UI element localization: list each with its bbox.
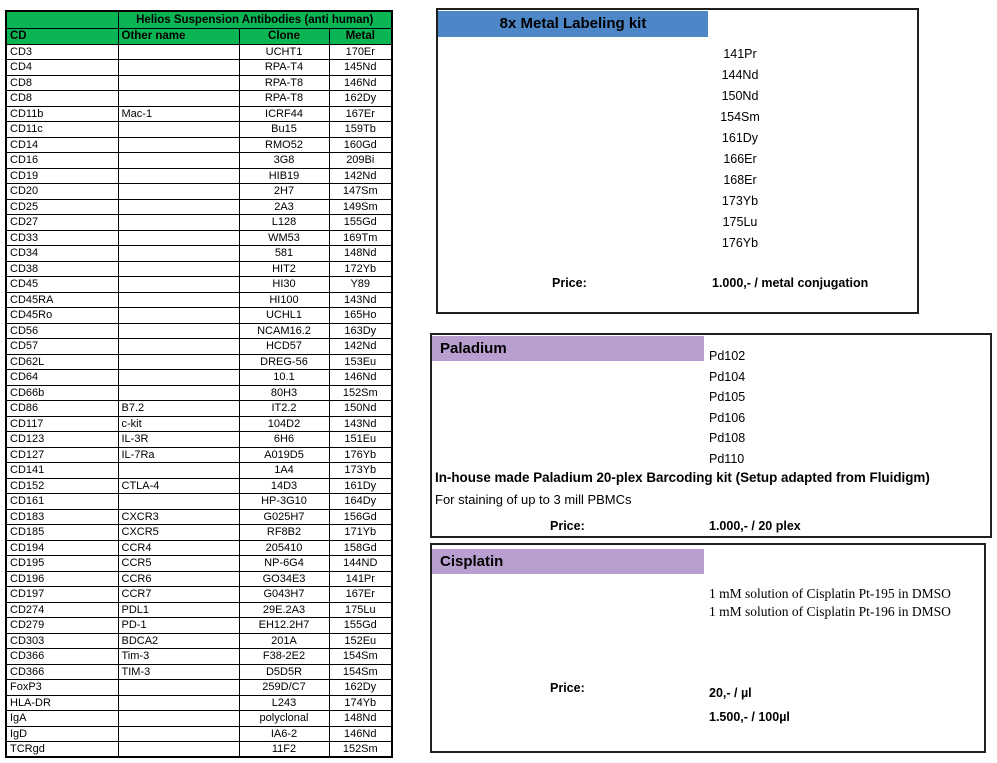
table-row: [6, 60, 392, 76]
other-name-cell: [118, 277, 239, 293]
metal-cell: 148Nd: [329, 711, 392, 727]
table-row: [6, 168, 392, 184]
metal-isotope-item: 150Nd: [721, 89, 759, 103]
paladium-isotope-list: [709, 346, 745, 469]
metal-cell: 146Nd: [329, 726, 392, 742]
cd-cell: CD366: [6, 664, 118, 680]
other-name-cell: CCR6: [118, 571, 239, 587]
metal-isotope-item: 176Yb: [721, 236, 759, 250]
clone-cell: F38-2E2: [239, 649, 329, 665]
table-row: [6, 292, 392, 308]
clone-cell: 259D/C7: [239, 680, 329, 696]
table-row: [6, 540, 392, 556]
metal-kit-price-label: Price:: [552, 276, 587, 290]
table-row: [6, 447, 392, 463]
table-row: [6, 277, 392, 293]
other-name-cell: IL-3R: [118, 432, 239, 448]
metal-cell: 142Nd: [329, 168, 392, 184]
paladium-description: For staining of up to 3 mill PBMCs: [435, 492, 632, 507]
clone-cell: 2H7: [239, 184, 329, 200]
cd-cell: CD8: [6, 91, 118, 107]
paladium-box: [430, 333, 992, 538]
clone-cell: 29E.2A3: [239, 602, 329, 618]
other-name-cell: CCR4: [118, 540, 239, 556]
metal-cell: 146Nd: [329, 370, 392, 386]
other-name-cell: [118, 184, 239, 200]
metal-cell: 151Eu: [329, 432, 392, 448]
table-row: [6, 137, 392, 153]
cd-cell: CD183: [6, 509, 118, 525]
metal-cell: 144ND: [329, 556, 392, 572]
metal-cell: 163Dy: [329, 323, 392, 339]
clone-cell: G025H7: [239, 509, 329, 525]
clone-cell: 11F2: [239, 742, 329, 758]
other-name-cell: [118, 44, 239, 60]
metal-cell: 152Eu: [329, 633, 392, 649]
cd-cell: CD45Ro: [6, 308, 118, 324]
clone-cell: G043H7: [239, 587, 329, 603]
metal-cell: 152Sm: [329, 742, 392, 758]
table-row: [6, 370, 392, 386]
clone-cell: UCHL1: [239, 308, 329, 324]
column-header-other-name: Other name: [118, 28, 239, 44]
clone-cell: 6H6: [239, 432, 329, 448]
clone-cell: A019D5: [239, 447, 329, 463]
metal-cell: 155Gd: [329, 215, 392, 231]
other-name-cell: [118, 91, 239, 107]
metal-isotope-item: 168Er: [723, 173, 757, 187]
metal-kit-header: 8x Metal Labeling kit: [438, 11, 708, 37]
table-row: [6, 215, 392, 231]
other-name-cell: CTLA-4: [118, 478, 239, 494]
table-row: [6, 261, 392, 277]
metal-isotope-item: 154Sm: [720, 110, 760, 124]
other-name-cell: [118, 122, 239, 138]
table-row: [6, 494, 392, 510]
cd-cell: CD185: [6, 525, 118, 541]
cd-cell: CD141: [6, 463, 118, 479]
clone-cell: D5D5R: [239, 664, 329, 680]
metal-cell: 155Gd: [329, 618, 392, 634]
cd-cell: CD123: [6, 432, 118, 448]
other-name-cell: [118, 308, 239, 324]
clone-cell: Bu15: [239, 122, 329, 138]
clone-cell: HI100: [239, 292, 329, 308]
other-name-cell: B7.2: [118, 401, 239, 417]
clone-cell: NP-6G4: [239, 556, 329, 572]
table-row: [6, 401, 392, 417]
paladium-description-bold: In-house made Paladium 20-plex Barcoding kit (Setup adapted from Fluidigm): [435, 470, 930, 485]
clone-cell: RF8B2: [239, 525, 329, 541]
paladium-isotope-item: Pd104: [709, 369, 746, 384]
table-title-spacer-cell: [6, 11, 118, 28]
cd-cell: CD161: [6, 494, 118, 510]
metal-cell: 176Yb: [329, 447, 392, 463]
cisplatin-price-label: Price:: [550, 681, 585, 695]
column-header-metal: Metal: [329, 28, 392, 44]
other-name-cell: [118, 292, 239, 308]
column-header-clone: Clone: [239, 28, 329, 44]
metal-cell: 150Nd: [329, 401, 392, 417]
other-name-cell: [118, 137, 239, 153]
cd-cell: CD4: [6, 60, 118, 76]
table-row: [6, 432, 392, 448]
clone-cell: RMO52: [239, 137, 329, 153]
cd-cell: CD62L: [6, 354, 118, 370]
metal-cell: 171Yb: [329, 525, 392, 541]
table-row: [6, 463, 392, 479]
metal-cell: 156Gd: [329, 509, 392, 525]
clone-cell: 205410: [239, 540, 329, 556]
cisplatin-solution-list: [709, 585, 954, 621]
cd-cell: IgD: [6, 726, 118, 742]
cd-cell: CD27: [6, 215, 118, 231]
cd-cell: CD197: [6, 587, 118, 603]
other-name-cell: [118, 261, 239, 277]
table-row: [6, 354, 392, 370]
other-name-cell: [118, 60, 239, 76]
cd-cell: CD38: [6, 261, 118, 277]
table-title: Helios Suspension Antibodies (anti human): [118, 11, 392, 28]
other-name-cell: TIM-3: [118, 664, 239, 680]
other-name-cell: [118, 726, 239, 742]
paladium-header: Paladium: [432, 336, 704, 361]
other-name-cell: [118, 742, 239, 758]
other-name-cell: [118, 230, 239, 246]
cd-cell: CD194: [6, 540, 118, 556]
metal-isotope-list: [700, 44, 780, 254]
clone-cell: RPA-T4: [239, 60, 329, 76]
clone-cell: IT2.2: [239, 401, 329, 417]
table-row: [6, 478, 392, 494]
other-name-cell: [118, 199, 239, 215]
metal-cell: 154Sm: [329, 649, 392, 665]
metal-cell: 152Sm: [329, 385, 392, 401]
cd-cell: CD56: [6, 323, 118, 339]
other-name-cell: [118, 339, 239, 355]
table-row: [6, 44, 392, 60]
cd-cell: CD45: [6, 277, 118, 293]
cd-cell: CD64: [6, 370, 118, 386]
other-name-cell: [118, 153, 239, 169]
table-row: [6, 339, 392, 355]
cisplatin-price-value: 20,- / µl: [709, 686, 752, 700]
table-row: [6, 556, 392, 572]
cisplatin-solution-text: 1 mM solution of Cisplatin Pt-195 in DMSO: [709, 586, 951, 601]
cd-cell: CD152: [6, 478, 118, 494]
cisplatin-solution-text: 1 mM solution of Cisplatin Pt-196 in DMSO: [709, 604, 951, 619]
metal-cell: 162Dy: [329, 680, 392, 696]
other-name-cell: [118, 215, 239, 231]
cd-cell: CD66b: [6, 385, 118, 401]
table-row: [6, 184, 392, 200]
clone-cell: 3G8: [239, 153, 329, 169]
other-name-cell: PD-1: [118, 618, 239, 634]
clone-cell: L243: [239, 695, 329, 711]
clone-cell: 1A4: [239, 463, 329, 479]
clone-cell: ICRF44: [239, 106, 329, 122]
other-name-cell: [118, 246, 239, 262]
other-name-cell: IL-7Ra: [118, 447, 239, 463]
other-name-cell: [118, 168, 239, 184]
metal-isotope-item: 166Er: [723, 152, 757, 166]
cd-cell: CD34: [6, 246, 118, 262]
metal-cell: 153Eu: [329, 354, 392, 370]
clone-cell: GO34E3: [239, 571, 329, 587]
cisplatin-price-values: [709, 681, 790, 729]
metal-isotope-item: 175Lu: [722, 215, 758, 229]
metal-cell: 158Gd: [329, 540, 392, 556]
metal-cell: 209Bi: [329, 153, 392, 169]
clone-cell: RPA-T8: [239, 91, 329, 107]
other-name-cell: CCR7: [118, 587, 239, 603]
other-name-cell: Tim-3: [118, 649, 239, 665]
table-row: [6, 571, 392, 587]
clone-cell: HCD57: [239, 339, 329, 355]
cd-cell: CD195: [6, 556, 118, 572]
cd-cell: CD57: [6, 339, 118, 355]
clone-cell: WM53: [239, 230, 329, 246]
other-name-cell: BDCA2: [118, 633, 239, 649]
cd-cell: CD11c: [6, 122, 118, 138]
cd-cell: CD16: [6, 153, 118, 169]
table-row: [6, 385, 392, 401]
metal-cell: 160Gd: [329, 137, 392, 153]
table-row: [6, 199, 392, 215]
table-row: [6, 75, 392, 91]
cd-cell: CD11b: [6, 106, 118, 122]
metal-cell: 148Nd: [329, 246, 392, 262]
metal-cell: 154Sm: [329, 664, 392, 680]
metal-cell: 169Tm: [329, 230, 392, 246]
clone-cell: DREG-56: [239, 354, 329, 370]
metal-cell: 170Er: [329, 44, 392, 60]
other-name-cell: [118, 680, 239, 696]
other-name-cell: [118, 711, 239, 727]
table-header-row: [6, 28, 392, 44]
table-row: [6, 230, 392, 246]
other-name-cell: [118, 75, 239, 91]
clone-cell: HP-3G10: [239, 494, 329, 510]
other-name-cell: CXCR3: [118, 509, 239, 525]
other-name-cell: [118, 354, 239, 370]
table-row: [6, 509, 392, 525]
paladium-isotope-item: Pd105: [709, 390, 746, 404]
cd-cell: CD25: [6, 199, 118, 215]
table-row: [6, 726, 392, 742]
metal-cell: 167Er: [329, 106, 392, 122]
table-row: [6, 246, 392, 262]
metal-cell: 143Nd: [329, 292, 392, 308]
metal-cell: 146Nd: [329, 75, 392, 91]
metal-cell: 149Sm: [329, 199, 392, 215]
cd-cell: CD274: [6, 602, 118, 618]
other-name-cell: c-kit: [118, 416, 239, 432]
clone-cell: HIT2: [239, 261, 329, 277]
metal-cell: 172Yb: [329, 261, 392, 277]
clone-cell: EH12.2H7: [239, 618, 329, 634]
other-name-cell: CXCR5: [118, 525, 239, 541]
table-row: [6, 153, 392, 169]
clone-cell: UCHT1: [239, 44, 329, 60]
other-name-cell: CCR5: [118, 556, 239, 572]
metal-cell: 142Nd: [329, 339, 392, 355]
clone-cell: 104D2: [239, 416, 329, 432]
other-name-cell: PDL1: [118, 602, 239, 618]
metal-cell: 141Pr: [329, 571, 392, 587]
paladium-price-value: 1.000,- / 20 plex: [709, 519, 801, 533]
table-row: [6, 695, 392, 711]
table-row: [6, 618, 392, 634]
column-header-cd: CD: [6, 28, 118, 44]
cd-cell: TCRgd: [6, 742, 118, 758]
cd-cell: CD14: [6, 137, 118, 153]
metal-cell: 162Dy: [329, 91, 392, 107]
metal-isotope-item: 144Nd: [721, 68, 759, 82]
cisplatin-box: [430, 543, 986, 753]
table-row: [6, 664, 392, 680]
other-name-cell: [118, 323, 239, 339]
cd-cell: CD86: [6, 401, 118, 417]
table-row: [6, 633, 392, 649]
metal-isotope-item: 161Dy: [721, 131, 759, 145]
metal-labeling-kit-box: [436, 8, 919, 314]
metal-cell: 145Nd: [329, 60, 392, 76]
cd-cell: IgA: [6, 711, 118, 727]
other-name-cell: [118, 463, 239, 479]
table-row: [6, 91, 392, 107]
cd-cell: HLA-DR: [6, 695, 118, 711]
cd-cell: CD127: [6, 447, 118, 463]
metal-cell: 167Er: [329, 587, 392, 603]
metal-cell: 164Dy: [329, 494, 392, 510]
table-title-row: [6, 11, 392, 28]
cd-cell: CD366: [6, 649, 118, 665]
metal-cell: 159Tb: [329, 122, 392, 138]
clone-cell: 581: [239, 246, 329, 262]
table-row: [6, 680, 392, 696]
clone-cell: 10.1: [239, 370, 329, 386]
table-row: [6, 106, 392, 122]
table-row: [6, 742, 392, 758]
cd-cell: CD19: [6, 168, 118, 184]
paladium-price-label: Price:: [550, 519, 585, 533]
other-name-cell: [118, 695, 239, 711]
paladium-isotope-item: Pd102: [709, 349, 746, 363]
metal-cell: 147Sm: [329, 184, 392, 200]
metal-cell: 161Dy: [329, 478, 392, 494]
table-row: [6, 525, 392, 541]
table-row: [6, 711, 392, 727]
metal-isotope-item: 141Pr: [723, 47, 757, 61]
cisplatin-header: Cisplatin: [432, 549, 704, 574]
clone-cell: 14D3: [239, 478, 329, 494]
cd-cell: CD279: [6, 618, 118, 634]
paladium-isotope-item: Pd108: [709, 431, 746, 445]
other-name-cell: Mac-1: [118, 106, 239, 122]
metal-cell: 175Lu: [329, 602, 392, 618]
metal-cell: Y89: [329, 277, 392, 293]
metal-cell: 173Yb: [329, 463, 392, 479]
table-row: [6, 308, 392, 324]
metal-cell: 143Nd: [329, 416, 392, 432]
metal-kit-price-value: 1.000,- / metal conjugation: [712, 276, 869, 290]
clone-cell: 80H3: [239, 385, 329, 401]
clone-cell: HIB19: [239, 168, 329, 184]
table-row: [6, 649, 392, 665]
cisplatin-price-value: 1.500,- / 100µl: [709, 710, 790, 724]
clone-cell: NCAM16.2: [239, 323, 329, 339]
other-name-cell: [118, 385, 239, 401]
table-row: [6, 323, 392, 339]
metal-cell: 165Ho: [329, 308, 392, 324]
clone-cell: 2A3: [239, 199, 329, 215]
paladium-isotope-item: Pd106: [709, 410, 746, 425]
clone-cell: HI30: [239, 277, 329, 293]
cd-cell: CD196: [6, 571, 118, 587]
cd-cell: CD303: [6, 633, 118, 649]
clone-cell: IA6-2: [239, 726, 329, 742]
cd-cell: CD117: [6, 416, 118, 432]
cd-cell: CD8: [6, 75, 118, 91]
other-name-cell: [118, 494, 239, 510]
cd-cell: CD3: [6, 44, 118, 60]
cd-cell: CD33: [6, 230, 118, 246]
other-name-cell: [118, 370, 239, 386]
paladium-isotope-item: Pd110: [709, 451, 745, 466]
metal-isotope-item: 173Yb: [721, 194, 759, 208]
cd-cell: CD20: [6, 184, 118, 200]
table-row: [6, 587, 392, 603]
cd-cell: FoxP3: [6, 680, 118, 696]
cd-cell: CD45RA: [6, 292, 118, 308]
metal-cell: 174Yb: [329, 695, 392, 711]
clone-cell: 201A: [239, 633, 329, 649]
clone-cell: L128: [239, 215, 329, 231]
table-row: [6, 602, 392, 618]
table-row: [6, 122, 392, 138]
clone-cell: RPA-T8: [239, 75, 329, 91]
table-row: [6, 416, 392, 432]
clone-cell: polyclonal: [239, 711, 329, 727]
antibody-table: [5, 10, 393, 758]
